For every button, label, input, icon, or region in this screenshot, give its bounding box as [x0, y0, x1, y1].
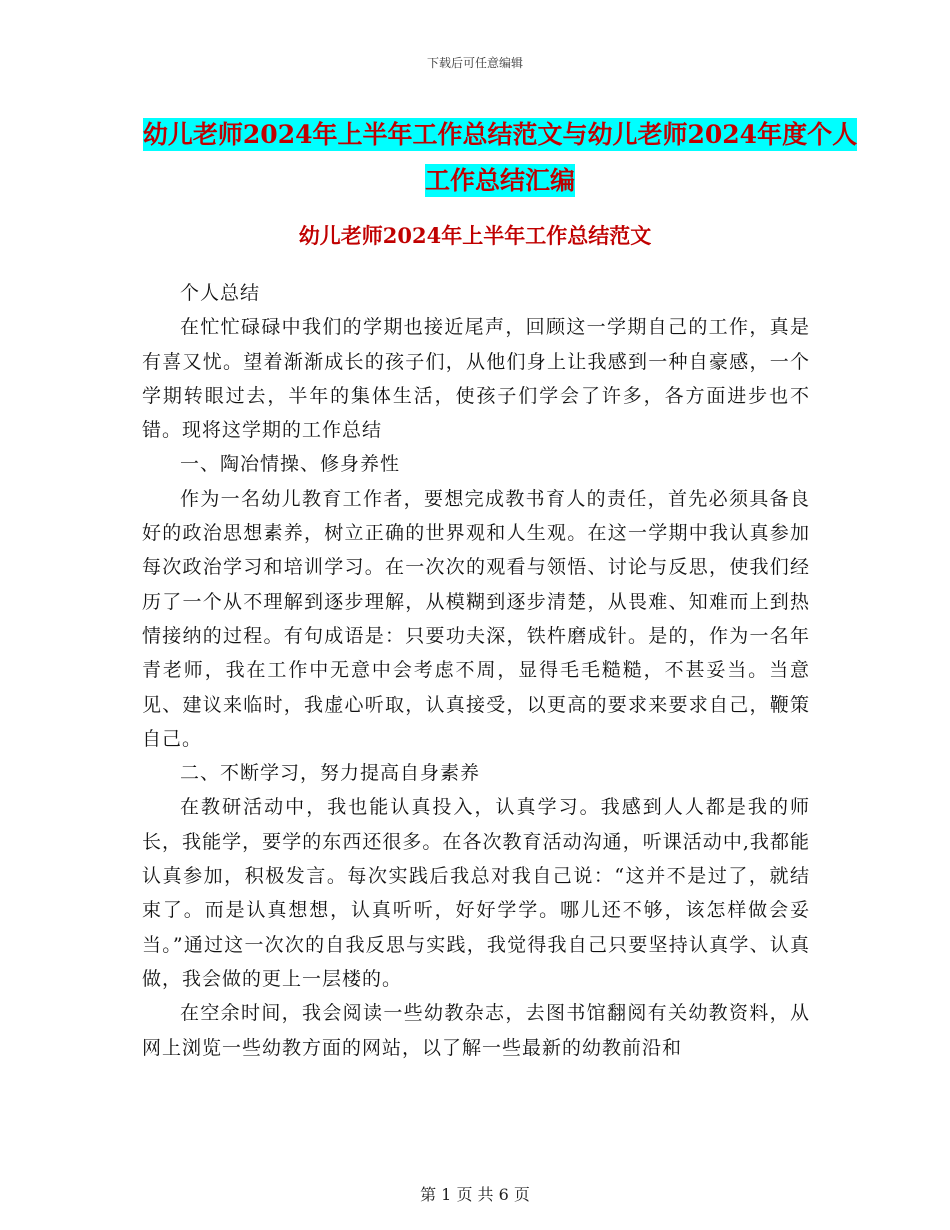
- section-title: 幼儿老师2024年上半年工作总结范文: [298, 223, 652, 248]
- paragraph: 在教研活动中，我也能认真投入，认真学习。我感到人人都是我的师长，我能学，要学的东西还很多。在各次教育活动沟通，听课活动中,我都能认真参加，积极发言。每次实践后我总对我自己说：“这并不是过了，就结束了。而是认真想想，认真听听，好好学学。哪儿还不够，该怎样做会妥当。”通过这一次次的自我反思与实践，我觉得我自己只要坚持认真学、认真做，我会做的更上一层楼的。: [142, 796, 810, 990]
- paragraph: 在空余时间，我会阅读一些幼教杂志，去图书馆翻阅有关幼教资料，从网上浏览一些幼教方面的网站，以了解一些最新的幼教前沿和: [142, 1002, 810, 1059]
- paragraph: 在忙忙碌碌中我们的学期也接近尾声，回顾这一学期自己的工作，真是有喜又忧。望着渐渐成长的孩子们，从他们身上让我感到一种自豪感，一个学期转眼过去，半年的集体生活，使孩子们学会了许多，各方面进步也不错。现将这学期的工作总结: [142, 316, 810, 442]
- document-title: [140, 112, 860, 204]
- header-note: 下载后可任意编辑: [426, 56, 523, 70]
- paragraph: 个人总结: [180, 282, 261, 304]
- paragraph-heading: 二、不断学习，努力提高自身素养: [180, 762, 481, 785]
- document-title-text: 幼儿老师2024年上半年工作总结范文与幼儿老师2024年度个人工作总结汇编: [142, 120, 858, 195]
- paragraph-heading: 一、陶冶情操、修身养性: [180, 453, 401, 476]
- page-footer: 第 1 页 共 6 页: [420, 1185, 530, 1204]
- paragraph: 作为一名幼儿教育工作者，要想完成教书育人的责任，首先必须具备良好的政治思想素养，树立正确的世界观和人生观。在这一学期中我认真参加每次政治学习和培训学习。在一次次的观看与领悟、讨论与反思，使我们经历了一个从不理解到逐步理解，从模糊到逐步清楚，从畏难、知难而上到热情接纳的过程。有句成语是：只要功夫深，铁杵磨成针。是的，作为一名年青老师，我在工作中无意中会考虑不周，显得毛毛糙糙，不甚妥当。当意见、建议来临时，我虚心听取，认真接受，以更高的要求来要求自己，鞭策自己。: [142, 487, 810, 750]
- document-body: [142, 276, 810, 1065]
